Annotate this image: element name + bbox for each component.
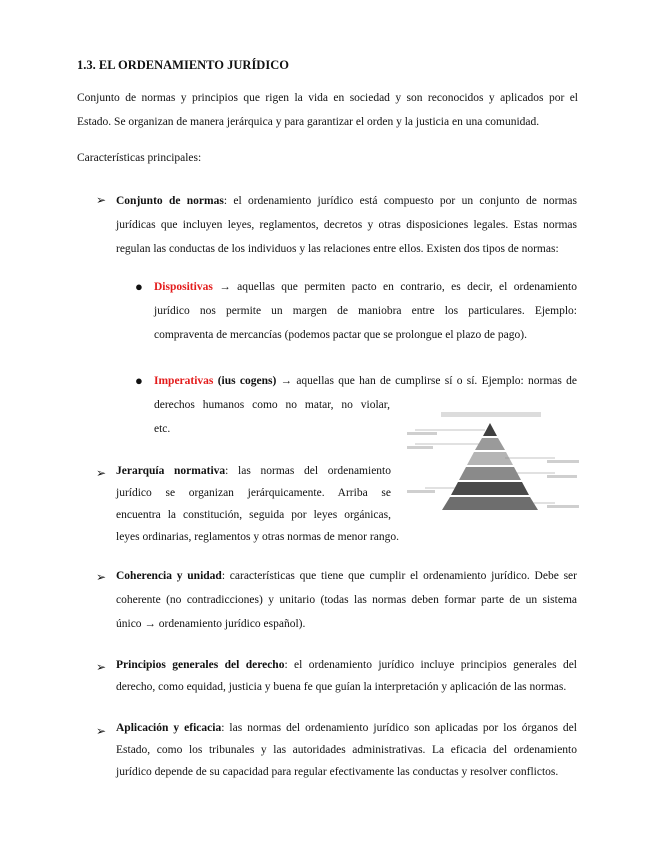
pyramid-level-4 [459, 467, 521, 480]
intro-line: Conjunto de normas y principios que rigen la vida en sociedad y son reconocidos y aplicados por el [77, 92, 578, 104]
side-label [407, 432, 437, 435]
item-title: Jerarquía normativa [116, 465, 226, 477]
item-title: Aplicación y eficacia [116, 722, 222, 734]
item-title-red: Dispositivas [154, 281, 213, 293]
item-imperativas: Imperativas (ius cogens) → aquellas que han de cumplirse sí o sí. Ejemplo: normas de [154, 375, 577, 387]
item-title: Coherencia y unidad [116, 570, 222, 582]
dot-bullet-icon: ● [135, 279, 143, 294]
item-title: Principios generales del derecho [116, 659, 285, 671]
side-label [547, 460, 579, 463]
pyramid-level-3 [467, 452, 513, 465]
pyramid-level-6 [442, 497, 538, 510]
pyramid-diagram [405, 410, 581, 516]
arrow-bullet-icon: ➢ [96, 660, 107, 674]
pyramid-level-5 [451, 482, 529, 495]
item-title: Conjunto de normas [116, 195, 224, 207]
intro-paragraph [77, 86, 578, 134]
item-principios: Principios generales del derecho: el ordenamiento jurídico incluye principios generales del derecho, como equidad, justicia y buena fe que guían la interpretación y aplicación de las normas. [116, 659, 577, 693]
figure-title-bar [441, 412, 541, 417]
arrow-bullet-icon: ➢ [96, 570, 107, 584]
item-conjunto: Conjunto de normas: el ordenamiento jurídico está compuesto por un conjunto de normas jurídicas que incluyen leyes, reglamentos, decretos y otras disposiciones legales. Estas normas regulan las conductas de los individuos y las relaciones entre ellos. Existen dos tipos de normas: [116, 195, 577, 255]
dot-bullet-icon: ● [135, 373, 143, 388]
item-coherencia: Coherencia y unidad: características que tiene que cumplir el ordenamiento jurídico. Debe ser coherente (no contradicciones) y unitario (todas las normas deben formar parte de un sistema único → ordenamiento jurídico español). [116, 570, 577, 630]
side-label [407, 490, 435, 493]
characteristics-label: Características principales: [77, 152, 202, 164]
intro-line: Estado. Se organizan de manera jerárquica y para garantizar el orden y la justicia en una comunidad. [77, 116, 540, 128]
item-jerarquia: Jerarquía normativa: las normas del ordenamiento jurídico se organizan jerárquicamente. Arriba se encuentra la constitución, seguida por leyes orgánicas, [116, 465, 391, 521]
side-label [407, 446, 433, 449]
arrow-bullet-icon: ➢ [96, 466, 107, 480]
item-imperativas-cont: derechos humanos como no matar, no violar, etc. [154, 399, 390, 435]
item-title-red: Imperativas [154, 375, 214, 387]
side-label [547, 475, 577, 478]
arrow-bullet-icon: ➢ [96, 724, 107, 738]
item-dispositivas: Dispositivas → aquellas que permiten pacto en contrario, es decir, el ordenamiento jurídico nos permite un margen de maniobra entre los particulares. Ejemplo: compraventa de mercancías (podemos pactar que se prolongue el plazo de pago). [154, 281, 577, 341]
item-jerarquia-cont: leyes ordinarias, reglamentos y otras normas de menor rango. [116, 531, 399, 543]
arrow-bullet-icon: ➢ [96, 193, 107, 207]
side-label [547, 505, 579, 508]
item-aplicacion: Aplicación y eficacia: las normas del ordenamiento jurídico son aplicadas por los órganos del Estado, como los tribunales y las autoridades administrativas. La eficacia del ordenamiento jurídico depende de su capacidad para regular efectivamente las conductas y resolver conflictos. [116, 722, 577, 778]
section-heading: 1.3. EL ORDENAMIENTO JURÍDICO [77, 58, 289, 72]
